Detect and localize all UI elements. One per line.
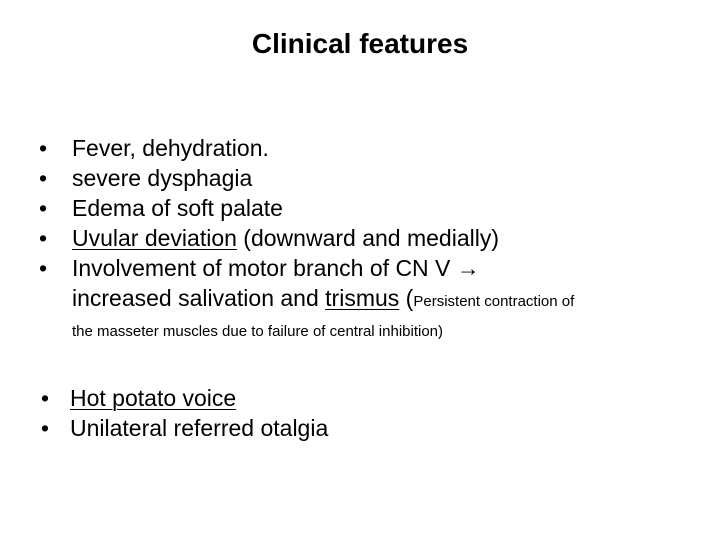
bullet-icon: • xyxy=(38,195,48,221)
underlined-term: Hot potato voice xyxy=(70,385,237,411)
bullet-icon: • xyxy=(38,165,48,191)
list-item-text: Fever, dehydration. xyxy=(72,135,269,161)
footnote-text: Persistent contraction of xyxy=(413,293,575,310)
list-item-text: increased salivation and xyxy=(72,285,326,311)
underlined-term: trismus xyxy=(325,285,400,311)
underlined-term: Uvular deviation xyxy=(72,225,237,251)
list-item xyxy=(36,193,706,223)
bullet-list xyxy=(36,383,706,443)
list-item xyxy=(36,413,706,443)
slide-title: Clinical features xyxy=(251,28,469,59)
bullet-icon: • xyxy=(38,255,48,281)
footnote-text: the masseter muscles due to failure of central inhibition) xyxy=(72,323,444,340)
list-item-text: Involvement of motor branch of CN V xyxy=(72,255,457,281)
list-item-continuation xyxy=(36,283,706,313)
bullet-icon: • xyxy=(40,385,50,411)
list-item xyxy=(36,383,706,413)
list-item xyxy=(36,163,706,193)
list-item xyxy=(36,223,706,253)
bullet-icon: • xyxy=(38,225,48,251)
bullet-icon: • xyxy=(40,415,50,441)
arrow-icon: → xyxy=(456,255,480,281)
list-item-text: ( xyxy=(399,285,414,311)
bullet-icon: • xyxy=(38,135,48,161)
list-item xyxy=(36,133,706,163)
list-item-text: (downward and medially) xyxy=(236,225,499,251)
list-item-text: Unilateral referred otalgia xyxy=(70,415,329,441)
list-item-text: severe dysphagia xyxy=(72,165,253,191)
list-item-continuation xyxy=(36,321,706,343)
list-item xyxy=(36,253,706,283)
bullet-list xyxy=(36,133,706,343)
list-item-text: Edema of soft palate xyxy=(72,195,283,221)
